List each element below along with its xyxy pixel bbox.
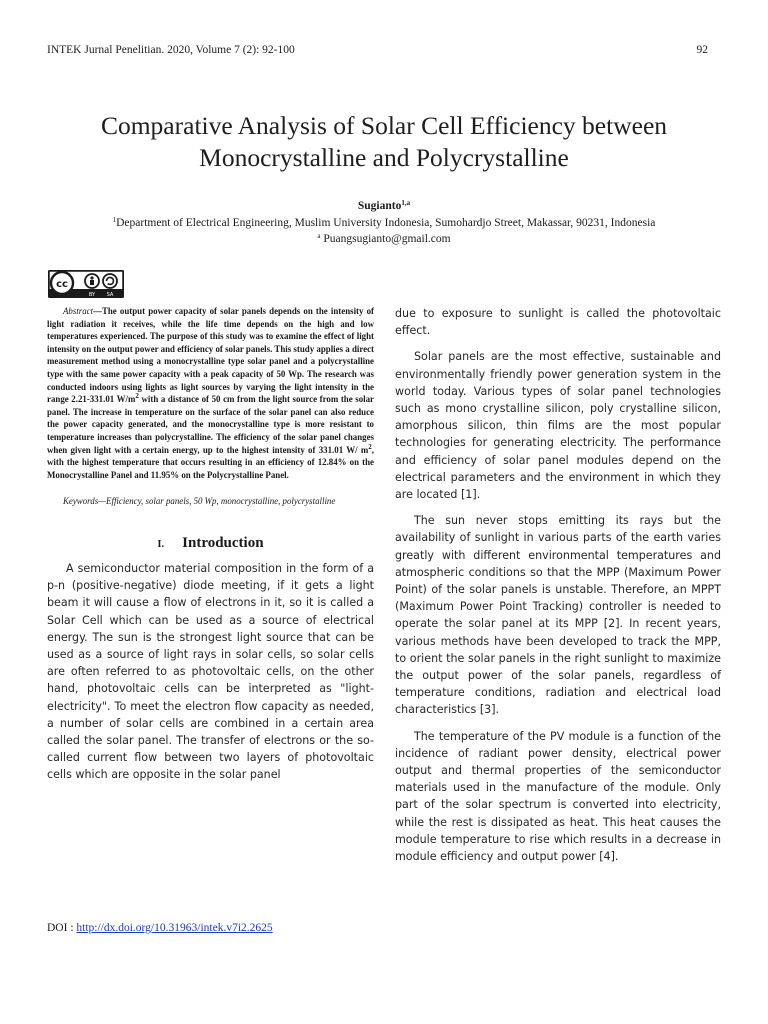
body-paragraph: Solar panels are the most effective, sustainable and environmentally friendly power generation system in the world today. Various types of solar panel technologies such as mono crystalline silicon, poly crystalline silicon, amorphous silicon, thin films are the most popular technologies for generating electricity. The performance and efficiency of solar panel modules depend on the electrical parameters and the environment in which they are located [1]. [395, 350, 721, 502]
section-title: Introduction [182, 534, 264, 551]
author [0, 200, 768, 212]
cc-by-sa-icon[interactable] [48, 270, 124, 298]
paper-title [40, 110, 728, 174]
abstract [47, 305, 374, 481]
abstract-text-3: , with the highest temperature that occurs resulting in an efficiency of 12.84% on the Monocrystalline Panel and 11.95% on the Polycrystalline Panel. [47, 444, 374, 480]
abstract-sup-1: 2 [135, 392, 139, 401]
email-line [0, 231, 768, 247]
svg-text:BY: BY [88, 292, 96, 298]
doi-footer [47, 922, 273, 934]
cc-by-sa-icon-graphic [48, 270, 124, 298]
email-mark: a [317, 232, 321, 240]
section-heading [47, 535, 374, 552]
author-email: Puangsugianto@gmail.com [320, 233, 451, 245]
body-paragraph: A semiconductor material composition in the form of a p-n (positive-negative) diode meeting, if it gets a light beam it will cause a flow of electrons in it, so it is called a Solar Cell which can be used as a source of electrical energy. The sun is the strongest light source that can be used as a source of light rays in solar cells, so solar cells are often referred to as photovoltaic cells, on the other hand, photovoltaic cells can be interpreted as "light-electricity". To meet the electron flow capacity as needed, a number of solar cells are combined in a certain area called the solar panel. The transfer of electrons or the so-called current flow between two layers of photovoltaic cells which are opposite in the solar panel [47, 561, 374, 782]
abstract-label: Abstract [63, 306, 94, 316]
body-paragraph: The sun never stops emitting its rays but the availability of sunlight in various parts of the earth varies greatly with different environmental temperatures and atmospheric conditions so that the MPP (Maximum Power Point) of the solar panels is unstable. Therefore, an MPPT (Maximum Power Point Tracking) controller is needed to operate the solar panel at its MPP [2]. In recent years, various methods have been developed to track the MPP, to orient the solar panels in the right sunlight to maximize the output power of the solar panels, regardless of temperature conditions, radiation and electrical load characteristics [3]. [395, 514, 721, 717]
section-number: I. [157, 538, 165, 550]
body-paragraph: The temperature of the PV module is a function of the incidence of radiant power density, electrical power output and thermal properties of the semiconductor materials used in the manufacture of the module. Only part of the solar spectrum is converted into electricity, while the rest is dissipated as heat. This heat causes the module temperature to rise which results in a decrease in module efficiency and output power [4]. [395, 729, 721, 864]
author-name: Sugianto [357, 200, 402, 212]
body-paragraph: due to exposure to sunlight is called the photovoltaic effect. [395, 307, 721, 338]
journal-header: INTEK Jurnal Penelitian. 2020, Volume 7 (2): 92-100 [47, 44, 295, 56]
abstract-sup-2: 2 [368, 442, 372, 451]
abstract-text-2: with a distance of 50 cm from the light source from the solar panel. The increase in temperature on the surface of the solar panel can also reduce the power capacity generated, and the monocrystalline type is more resistant to temperature increases than polycrystalline. The efficiency of the solar panel changes when given light with a certain energy, up to the highest intensity of 331.01 W/ m [47, 394, 375, 455]
title-line-2: Monocrystalline and Polycrystalline [199, 143, 569, 172]
affiliation [0, 215, 768, 247]
affiliation-mark: 1 [112, 216, 117, 224]
right-column [395, 305, 721, 874]
affiliation-line [0, 215, 768, 231]
svg-text:cc: cc [56, 279, 68, 290]
doi-link[interactable]: http://dx.doi.org/10.31963/intek.v7i2.2625 [76, 922, 273, 934]
page-number: 92 [696, 44, 708, 56]
title-line-1: Comparative Analysis of Solar Cell Efficiency between [100, 111, 668, 140]
author-marks: 1,a [401, 199, 411, 207]
keywords: Keywords—Efficiency, solar panels, 50 Wp, monocrystalline, polycrystalline [63, 496, 336, 507]
affiliation-text: Department of Electrical Engineering, Muslim University Indonesia, Sumohardjo Street, Makassar, 90231, Indonesia [116, 217, 656, 229]
abstract-text-1: —The output power capacity of solar panels depends on the intensity of light radiation it receives, while the life time depends on the high and low temperatures experienced. The purpose of this study was to examine the effect of light intensity on the output power and efficiency of solar panels. This study applies a direct measurement method using a monocrystalline type solar panel and a polycrystalline type with the same power capacity with a peak capacity of 50 Wp. The research was conducted indoors using lights as light sources by varying the light intensity in the range 2.21-331.01 W/m [47, 306, 374, 405]
svg-text:SA: SA [106, 292, 114, 298]
left-column [47, 305, 374, 793]
doi-label: DOI : [47, 922, 77, 934]
